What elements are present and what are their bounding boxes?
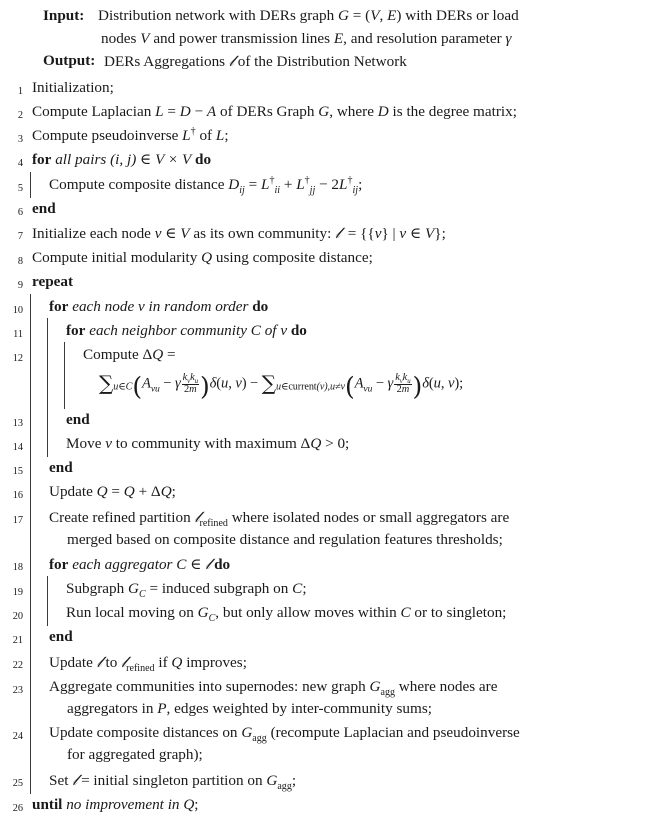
line-content: Update Q = Q + ΔQ;	[49, 483, 176, 501]
line-content: for each neighbor community C of v do	[66, 321, 307, 339]
algorithm-line-2	[0, 100, 668, 124]
algorithm-line-24	[0, 721, 668, 767]
line-number: 6	[17, 206, 23, 218]
line-number: 17	[12, 514, 23, 526]
indent-guide	[45, 409, 62, 431]
indent-guide	[45, 344, 62, 407]
indent-guide	[28, 174, 45, 196]
line-number: 12	[12, 352, 23, 364]
indent-guide	[28, 506, 45, 551]
algorithm-line-12	[0, 343, 668, 408]
line-content	[45, 506, 658, 551]
indent-guide	[45, 578, 62, 600]
line-content-main: Update composite distances on $G_{agg}$ (recompute Laplacian and pseudoinverse	[49, 724, 520, 745]
indent-guide	[28, 626, 45, 648]
indent-guide	[28, 457, 45, 479]
line-number: 21	[12, 635, 23, 647]
indent-guide	[28, 578, 45, 600]
algorithm-steps	[0, 76, 668, 817]
line-number: 18	[12, 561, 23, 573]
line-number: 5	[17, 182, 23, 194]
algorithm-input-row	[0, 5, 656, 28]
indent-guide	[62, 344, 79, 407]
line-number: 8	[17, 256, 23, 268]
line-number: 15	[12, 466, 23, 478]
line-content: for each aggregator C ∈ 𝓁 do	[49, 554, 231, 573]
line-content: repeat	[32, 273, 74, 291]
line-number: 4	[17, 158, 23, 170]
line-content: Subgraph $G_C$ = induced subgraph on C;	[66, 580, 307, 601]
input-text-line1: Distribution network with DERs graph G = (V, E) with DERs or load	[98, 7, 519, 24]
output-label: Output:	[43, 52, 96, 70]
algorithm-line-9	[0, 270, 668, 294]
line-content: Compute initial modularity Q using composite distance;	[32, 249, 373, 267]
input-text-line2: nodes V and power transmission lines E, and resolution parameter γ	[101, 29, 512, 47]
algorithm-line-8	[0, 246, 668, 270]
indent-guide	[28, 553, 45, 576]
line-content	[45, 722, 658, 766]
line-content: for all pairs (i, j) ∈ V × V do	[32, 151, 212, 169]
indent-guide	[45, 433, 62, 455]
algorithm-line-19	[0, 577, 668, 601]
indent-guide	[28, 433, 45, 455]
line-number: 20	[12, 611, 23, 623]
line-content: end	[49, 628, 73, 646]
line-content	[45, 676, 658, 720]
algorithm-line-1	[0, 76, 668, 100]
line-content	[79, 344, 658, 407]
line-content: end	[66, 410, 90, 428]
algorithm-line-7	[0, 221, 668, 246]
line-content: for each node v in random order do	[49, 297, 269, 315]
algorithm-line-16	[0, 480, 668, 504]
algorithm-line-23	[0, 675, 668, 721]
line-number: 14	[12, 441, 23, 453]
indent-guide	[28, 651, 45, 674]
line-content: end	[32, 199, 56, 217]
line-content: Compute pseudoinverse L† of L;	[32, 126, 229, 145]
line-content: end	[49, 459, 73, 477]
line-content: Initialize each node v ∈ V as its own community: 𝓁 = {{v} | v ∈ V};	[32, 224, 446, 243]
algorithm-line-18	[0, 552, 668, 577]
line-number: 26	[12, 802, 23, 814]
algorithm-output-row	[0, 50, 656, 74]
line-number: 10	[12, 304, 23, 316]
line-number: 25	[12, 777, 23, 789]
algorithm-line-6	[0, 197, 668, 221]
input-label: Input:	[43, 7, 85, 24]
line-number: 13	[12, 417, 23, 429]
algorithm-line-21	[0, 625, 668, 649]
indent-guide	[28, 602, 45, 624]
algorithm-line-10	[0, 295, 668, 319]
line-content: Run local moving on $G_C$, but only allow moves within C or to singleton;	[66, 604, 507, 625]
indent-guide	[28, 722, 45, 766]
line-content: Update 𝓁 to 𝓁$_{refined}$ if Q improves;	[49, 652, 247, 674]
line-number: 9	[17, 280, 23, 292]
line-number: 22	[12, 659, 23, 671]
deltaq-formula: $\sum u\in C(A_{vu} - \gamma$ $\frac{k_vk_u}{2m}$ )δ(u, $v) - \sum u\in current(v),u\ne v(A_{vu} - \gamma$ $\frac{k_vk_u}{2m}$ )δ(u, v);	[99, 371, 464, 402]
indent-guide	[45, 320, 62, 342]
indent-guide	[28, 676, 45, 720]
indent-guide	[28, 409, 45, 431]
line-content-cont: aggregators in P, edges weighted by inter-community sums;	[67, 700, 432, 718]
line-content-cont: merged based on composite distance and regulation features thresholds;	[67, 530, 503, 548]
algorithm-line-26	[0, 793, 668, 817]
line-content: Initialization;	[32, 78, 114, 96]
algorithm-line-11	[0, 319, 668, 343]
line-number: 19	[12, 587, 23, 599]
algorithm-line-13	[0, 408, 668, 432]
line-number: 3	[17, 134, 23, 146]
indent-guide	[28, 481, 45, 503]
line-number: 2	[17, 110, 23, 122]
line-content-cont: for aggregated graph);	[67, 746, 203, 764]
line-number: 1	[17, 85, 23, 97]
indent-guide	[45, 602, 62, 624]
algorithm-line-15	[0, 456, 668, 480]
line-content: Compute composite distance $D_{ij} = L^\dagger_{ii} + L^\dagger_{jj} - 2L^\dagger_{ij}$;	[49, 174, 363, 196]
line-content-main: Aggregate communities into supernodes: new graph $G_{agg}$ where nodes are	[49, 677, 498, 698]
algorithm-line-25	[0, 768, 668, 793]
line-number: 7	[17, 231, 23, 243]
line-content: until no improvement in Q;	[32, 795, 199, 813]
compute-deltaq-label: Compute ΔQ =	[83, 345, 176, 363]
line-content: Compute Laplacian L = D − A of DERs Graph G, where D is the degree matrix;	[32, 103, 517, 121]
line-number: 16	[12, 490, 23, 502]
line-number: 11	[13, 328, 23, 340]
line-content: Set 𝓁 = initial singleton partition on $G_{agg}$;	[49, 770, 297, 792]
indent-guide	[28, 296, 45, 318]
algorithm-line-4	[0, 148, 668, 172]
algorithm-io-header	[0, 0, 668, 74]
line-content-main: Create refined partition 𝓁$_{refined}$ where isolated nodes or small aggregators are	[49, 507, 510, 529]
line-content: Move v to community with maximum ΔQ > 0;	[66, 434, 350, 452]
line-number: 24	[12, 731, 23, 743]
algorithm-line-17	[0, 505, 668, 552]
algorithm-line-3	[0, 124, 668, 148]
algorithm-line-20	[0, 601, 668, 625]
output-text: DERs Aggregations 𝓁 of the Distribution Network	[104, 52, 407, 71]
algorithm-line-14	[0, 432, 668, 456]
algorithm-line-5	[0, 173, 668, 197]
line-number: 23	[12, 684, 23, 696]
indent-guide	[28, 320, 45, 342]
indent-guide	[28, 769, 45, 792]
indent-guide	[28, 344, 45, 407]
algorithm-line-22	[0, 650, 668, 675]
